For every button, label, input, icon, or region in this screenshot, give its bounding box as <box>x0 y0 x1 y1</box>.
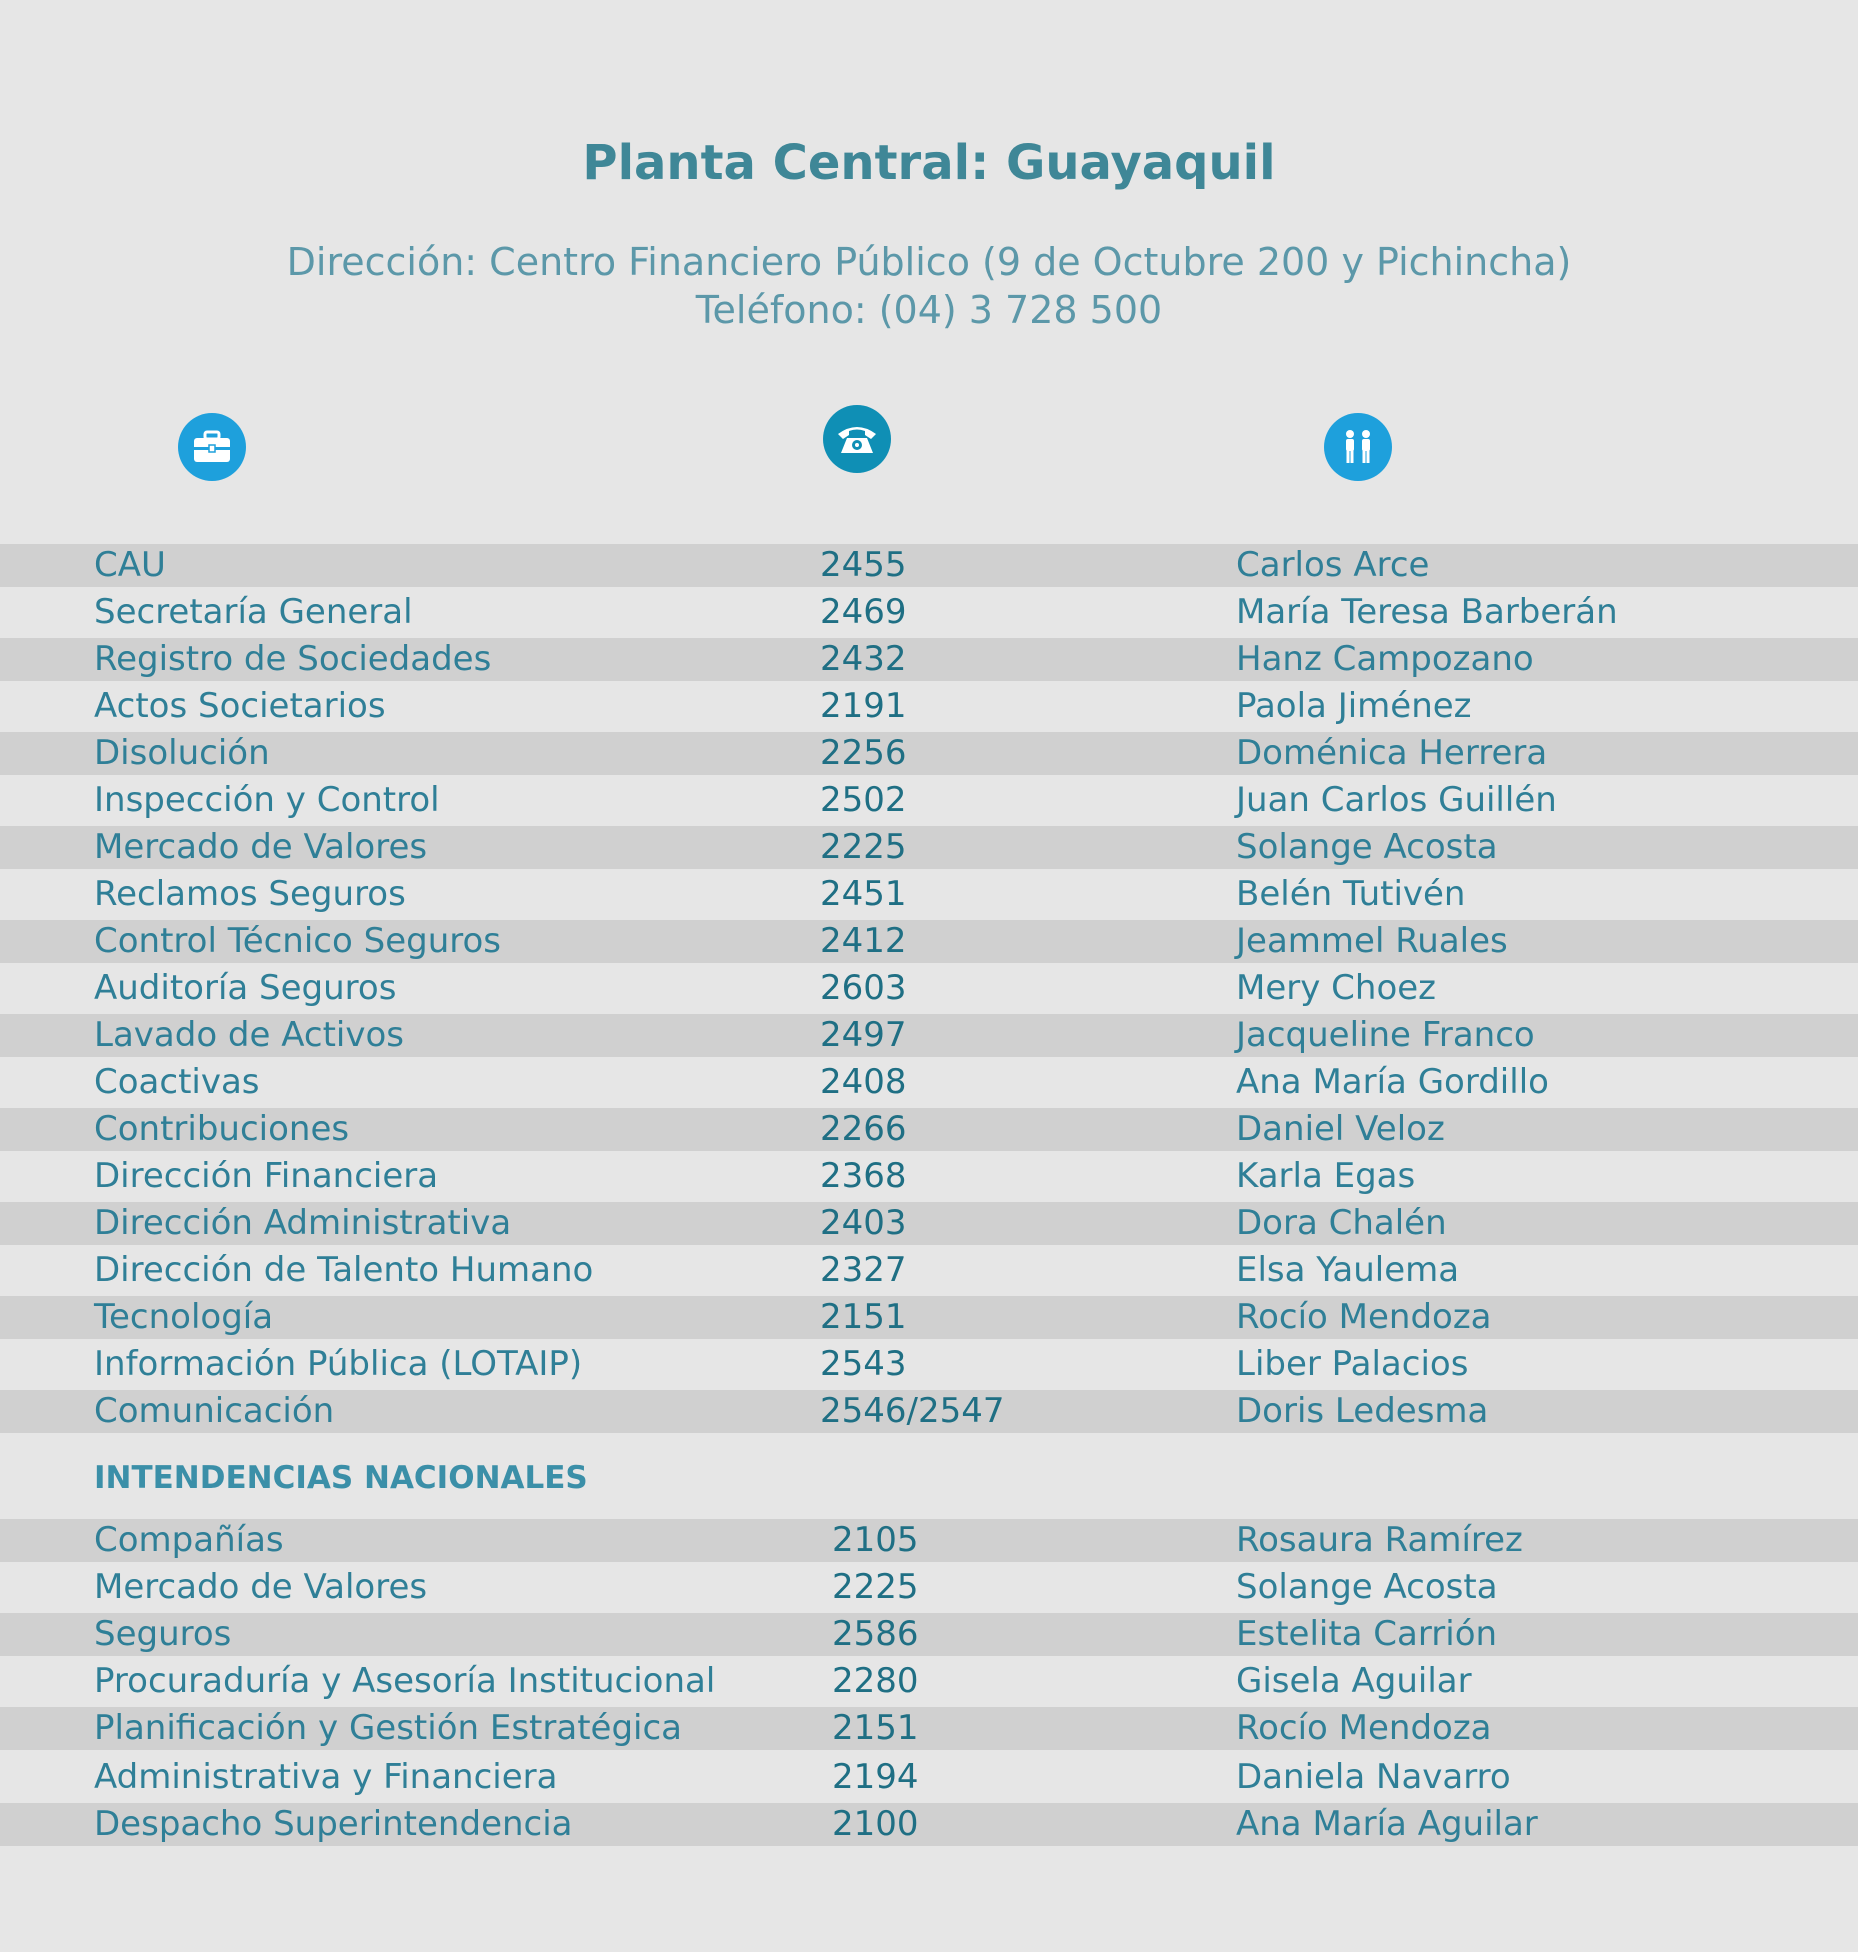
extension-number: 2586 <box>832 1614 919 1654</box>
contact-name: Rosaura Ramírez <box>1236 1520 1523 1560</box>
table-row <box>0 873 1858 916</box>
extension-number: 2502 <box>820 780 907 820</box>
table-row <box>0 920 1858 963</box>
table-row <box>0 1014 1858 1057</box>
contact-name: Elsa Yaulema <box>1236 1250 1460 1290</box>
contact-name: Liber Palacios <box>1236 1344 1469 1384</box>
table-row <box>0 1155 1858 1198</box>
table-row <box>0 1296 1858 1339</box>
contact-name: Daniel Veloz <box>1236 1109 1445 1149</box>
area-name: Mercado de Valores <box>94 1567 428 1607</box>
extension-number: 2543 <box>820 1344 907 1384</box>
extension-number: 2455 <box>820 545 907 585</box>
area-name: Reclamos Seguros <box>94 874 406 914</box>
contact-name: Juan Carlos Guillén <box>1236 780 1557 820</box>
extension-number: 2408 <box>820 1062 907 1102</box>
area-name: Información Pública (LOTAIP) <box>94 1344 583 1384</box>
extension-number: 2546/2547 <box>820 1391 1005 1431</box>
area-name: Inspección y Control <box>94 780 440 820</box>
table-row <box>0 732 1858 775</box>
extension-number: 2412 <box>820 921 907 961</box>
page-title: Planta Central: Guayaquil <box>582 135 1276 191</box>
area-name: Secretaría General <box>94 592 413 632</box>
contact-name: Daniela Navarro <box>1236 1757 1511 1797</box>
extension-number: 2497 <box>820 1015 907 1055</box>
area-name: Administrativa y Financiera <box>94 1757 558 1797</box>
table-row <box>0 826 1858 869</box>
table-row <box>0 1519 1858 1562</box>
contact-name: Jacqueline Franco <box>1236 1015 1535 1055</box>
extension-number: 2266 <box>820 1109 907 1149</box>
table-row <box>0 967 1858 1010</box>
area-name: Dirección Administrativa <box>94 1203 512 1243</box>
area-name: Actos Societarios <box>94 686 386 726</box>
extension-number: 2603 <box>820 968 907 1008</box>
area-name: Coactivas <box>94 1062 260 1102</box>
area-name: Tecnología <box>94 1297 274 1337</box>
contact-name: Ana María Aguilar <box>1236 1804 1538 1844</box>
extension-number: 2105 <box>832 1520 919 1560</box>
table-row <box>0 1613 1858 1656</box>
table-row <box>0 591 1858 634</box>
table-row <box>0 1390 1858 1433</box>
table-row <box>0 1249 1858 1292</box>
phone-text: Teléfono: (04) 3 728 500 <box>695 288 1163 332</box>
extension-number: 2225 <box>820 827 907 867</box>
area-name: Dirección Financiera <box>94 1156 439 1196</box>
contact-name: Rocío Mendoza <box>1236 1708 1492 1748</box>
extension-number: 2100 <box>832 1804 919 1844</box>
extension-number: 2256 <box>820 733 907 773</box>
extension-number: 2151 <box>820 1297 907 1337</box>
section-heading: INTENDENCIAS NACIONALES <box>94 1460 588 1496</box>
contact-name: Solange Acosta <box>1236 1567 1498 1607</box>
extension-number: 2469 <box>820 592 907 632</box>
area-name: Control Técnico Seguros <box>94 921 501 961</box>
extension-number: 2327 <box>820 1250 907 1290</box>
table-row <box>0 1061 1858 1104</box>
contact-name: Gisela Aguilar <box>1236 1661 1472 1701</box>
briefcase-icon <box>178 413 246 481</box>
area-name: Planificación y Gestión Estratégica <box>94 1708 683 1748</box>
contact-name: Doménica Herrera <box>1236 733 1548 773</box>
area-name: Mercado de Valores <box>94 827 428 867</box>
table-row <box>0 1803 1858 1846</box>
table-row <box>0 544 1858 587</box>
area-name: Compañías <box>94 1520 284 1560</box>
contact-name: Solange Acosta <box>1236 827 1498 867</box>
contact-name: Carlos Arce <box>1236 545 1430 585</box>
extension-number: 2368 <box>820 1156 907 1196</box>
table-row <box>0 1660 1858 1703</box>
area-name: CAU <box>94 545 166 585</box>
extension-number: 2225 <box>832 1567 919 1607</box>
table-row <box>0 1202 1858 1245</box>
extension-number: 2194 <box>832 1757 919 1797</box>
area-name: Seguros <box>94 1614 232 1654</box>
area-name: Despacho Superintendencia <box>94 1804 573 1844</box>
extension-number: 2451 <box>820 874 907 914</box>
people-icon <box>1324 413 1392 481</box>
contact-name: Dora Chalén <box>1236 1203 1447 1243</box>
contact-name: Hanz Campozano <box>1236 639 1534 679</box>
table-row <box>0 1343 1858 1386</box>
table-row <box>0 685 1858 728</box>
area-name: Dirección de Talento Humano <box>94 1250 594 1290</box>
table-row <box>0 1756 1858 1799</box>
extension-number: 2403 <box>820 1203 907 1243</box>
contact-name: Rocío Mendoza <box>1236 1297 1492 1337</box>
area-name: Registro de Sociedades <box>94 639 492 679</box>
extension-number: 2432 <box>820 639 907 679</box>
table-row <box>0 779 1858 822</box>
telephone-icon <box>823 405 891 473</box>
contact-name: Mery Choez <box>1236 968 1437 1008</box>
extension-number: 2191 <box>820 686 907 726</box>
contact-name: Ana María Gordillo <box>1236 1062 1549 1102</box>
table-row <box>0 638 1858 681</box>
contact-name: Belén Tutivén <box>1236 874 1466 914</box>
area-name: Comunicación <box>94 1391 335 1431</box>
table-row <box>0 1108 1858 1151</box>
contact-name: Paola Jiménez <box>1236 686 1472 726</box>
area-name: Contribuciones <box>94 1109 350 1149</box>
area-name: Disolución <box>94 733 270 773</box>
extension-number: 2151 <box>832 1708 919 1748</box>
extension-number: 2280 <box>832 1661 919 1701</box>
area-name: Lavado de Activos <box>94 1015 405 1055</box>
contact-name: Doris Ledesma <box>1236 1391 1489 1431</box>
contact-name: María Teresa Barberán <box>1236 592 1618 632</box>
contact-name: Karla Egas <box>1236 1156 1416 1196</box>
table-row <box>0 1707 1858 1750</box>
contact-name: Jeammel Ruales <box>1236 921 1508 961</box>
table-row <box>0 1566 1858 1609</box>
area-name: Procuraduría y Asesoría Institucional <box>94 1661 716 1701</box>
contact-name: Estelita Carrión <box>1236 1614 1498 1654</box>
address-text: Dirección: Centro Financiero Público (9 de Octubre 200 y Pichincha) <box>286 240 1572 284</box>
area-name: Auditoría Seguros <box>94 968 397 1008</box>
